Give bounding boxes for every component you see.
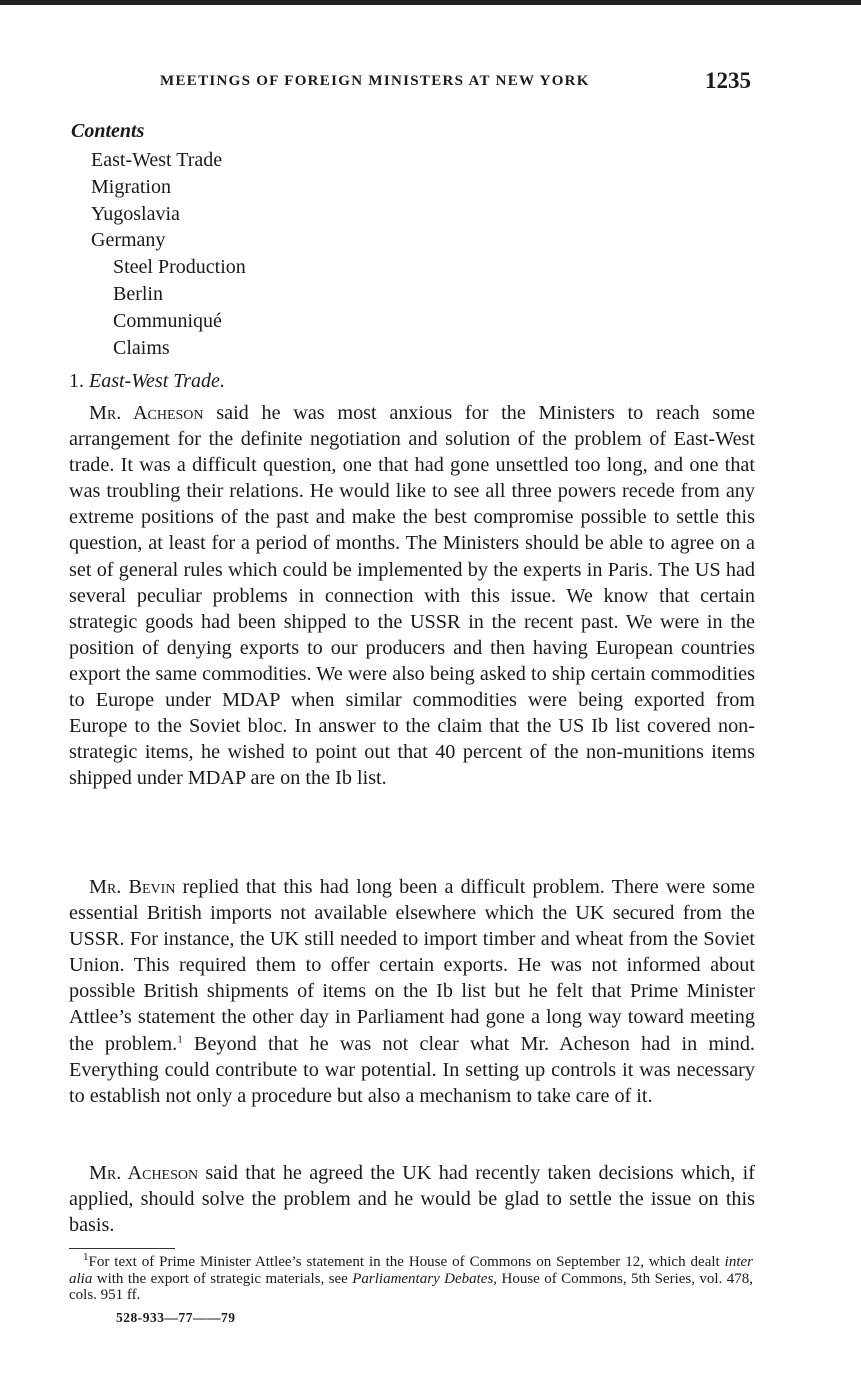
paragraph-acheson-2 (69, 1160, 755, 1238)
contents-subitem: Steel Production (113, 256, 246, 279)
paragraph-text: said he was most anxious for the Ministers to reach some arrangement for the definite negotiation and solution of the problem of East-West trade. It was a difficult question, one that had gone unsettled too long, and one that was troubling their relations. He would like to see all three powers recede from any extreme positions of the past and make the best compromise possible to settle this question, at least for a period of months. The Ministers should be able to agree on a set of general rules which could be implemented by the experts in Paris. The US had several peculiar problems in connection with this issue. We know that certain strategic goods had been shipped to the USSR in the recent past. We were in the position of denying exports to our producers and then having European countries export the same commodities. We were also being asked to ship certain commodities to Europe under MDAP when similar commodities were being exported from Europe to the Soviet bloc. In answer to the claim that the US Ib list covered non-strategic items, he wished to point out that 40 percent of the non-munitions items shipped under MDAP are on the Ib list. (69, 402, 755, 790)
contents-list (91, 147, 246, 361)
paragraph-text: Beyond that he was not clear what Mr. Acheson had in mind. Everything could contribute to war potential. In setting up controls it was necessary to establish not only a procedure but also a mechanism to take care of it. (69, 1032, 755, 1107)
footnote: $^1$For text of Prime Minister Attlee’s statement in the House of Commons on September 12, which dealt inter alia with the export of strategic materials, see Parliamentary Debates, House of Commons, 5th Series, vol. 478, cols. 951 ff. (69, 1251, 754, 1303)
section-heading (69, 370, 225, 393)
speaker-name: Mr. Acheson (89, 1162, 199, 1184)
speaker-name: Mr. Bevin (89, 876, 176, 898)
footnote-marker: 1 (83, 1251, 89, 1263)
contents-subitem: Berlin (113, 282, 163, 305)
paragraph-bevin (69, 874, 755, 1109)
contents-subitem: Communiqué (113, 309, 222, 332)
section-title: East-West Trade. (89, 370, 225, 392)
contents-item: Germany (91, 229, 166, 252)
paragraph-text: replied that this had long been a difficult problem. There were some essential British imports not available elsewhere which the UK secured from the USSR. For instance, the UK still needed to import timber and wheat from the Soviet Union. This required them to offer certain exports. He was not informed about possible British shipments of items on the Ib list but he felt that Prime Minister Attlee’s statement the other day in Parliament had gone a long way toward meeting the problem. (69, 876, 755, 1055)
contents-heading: Contents (71, 120, 145, 142)
contents-item: Yugoslavia (91, 202, 180, 225)
footnote-rule (69, 1248, 175, 1249)
paragraph-acheson-1 (69, 400, 755, 791)
running-title: MEETINGS OF FOREIGN MINISTERS AT NEW YORK (160, 73, 590, 89)
contents-item: East-West Trade (91, 149, 223, 171)
page-number: 1235 (705, 68, 751, 93)
contents-item: Migration (91, 175, 171, 198)
contents-subitem: Claims (113, 336, 170, 359)
print-code: 528-933—77——79 (116, 1310, 236, 1325)
paragraph-text: said that he agreed the UK had recently taken decisions which, if applied, should solve the problem and he would be glad to settle the issue on this basis. (69, 1162, 755, 1237)
top-border (0, 0, 861, 5)
section-number: 1. (69, 370, 84, 392)
footnote-ref: 1 (177, 1032, 183, 1045)
speaker-name: Mr. Acheson (89, 402, 204, 424)
